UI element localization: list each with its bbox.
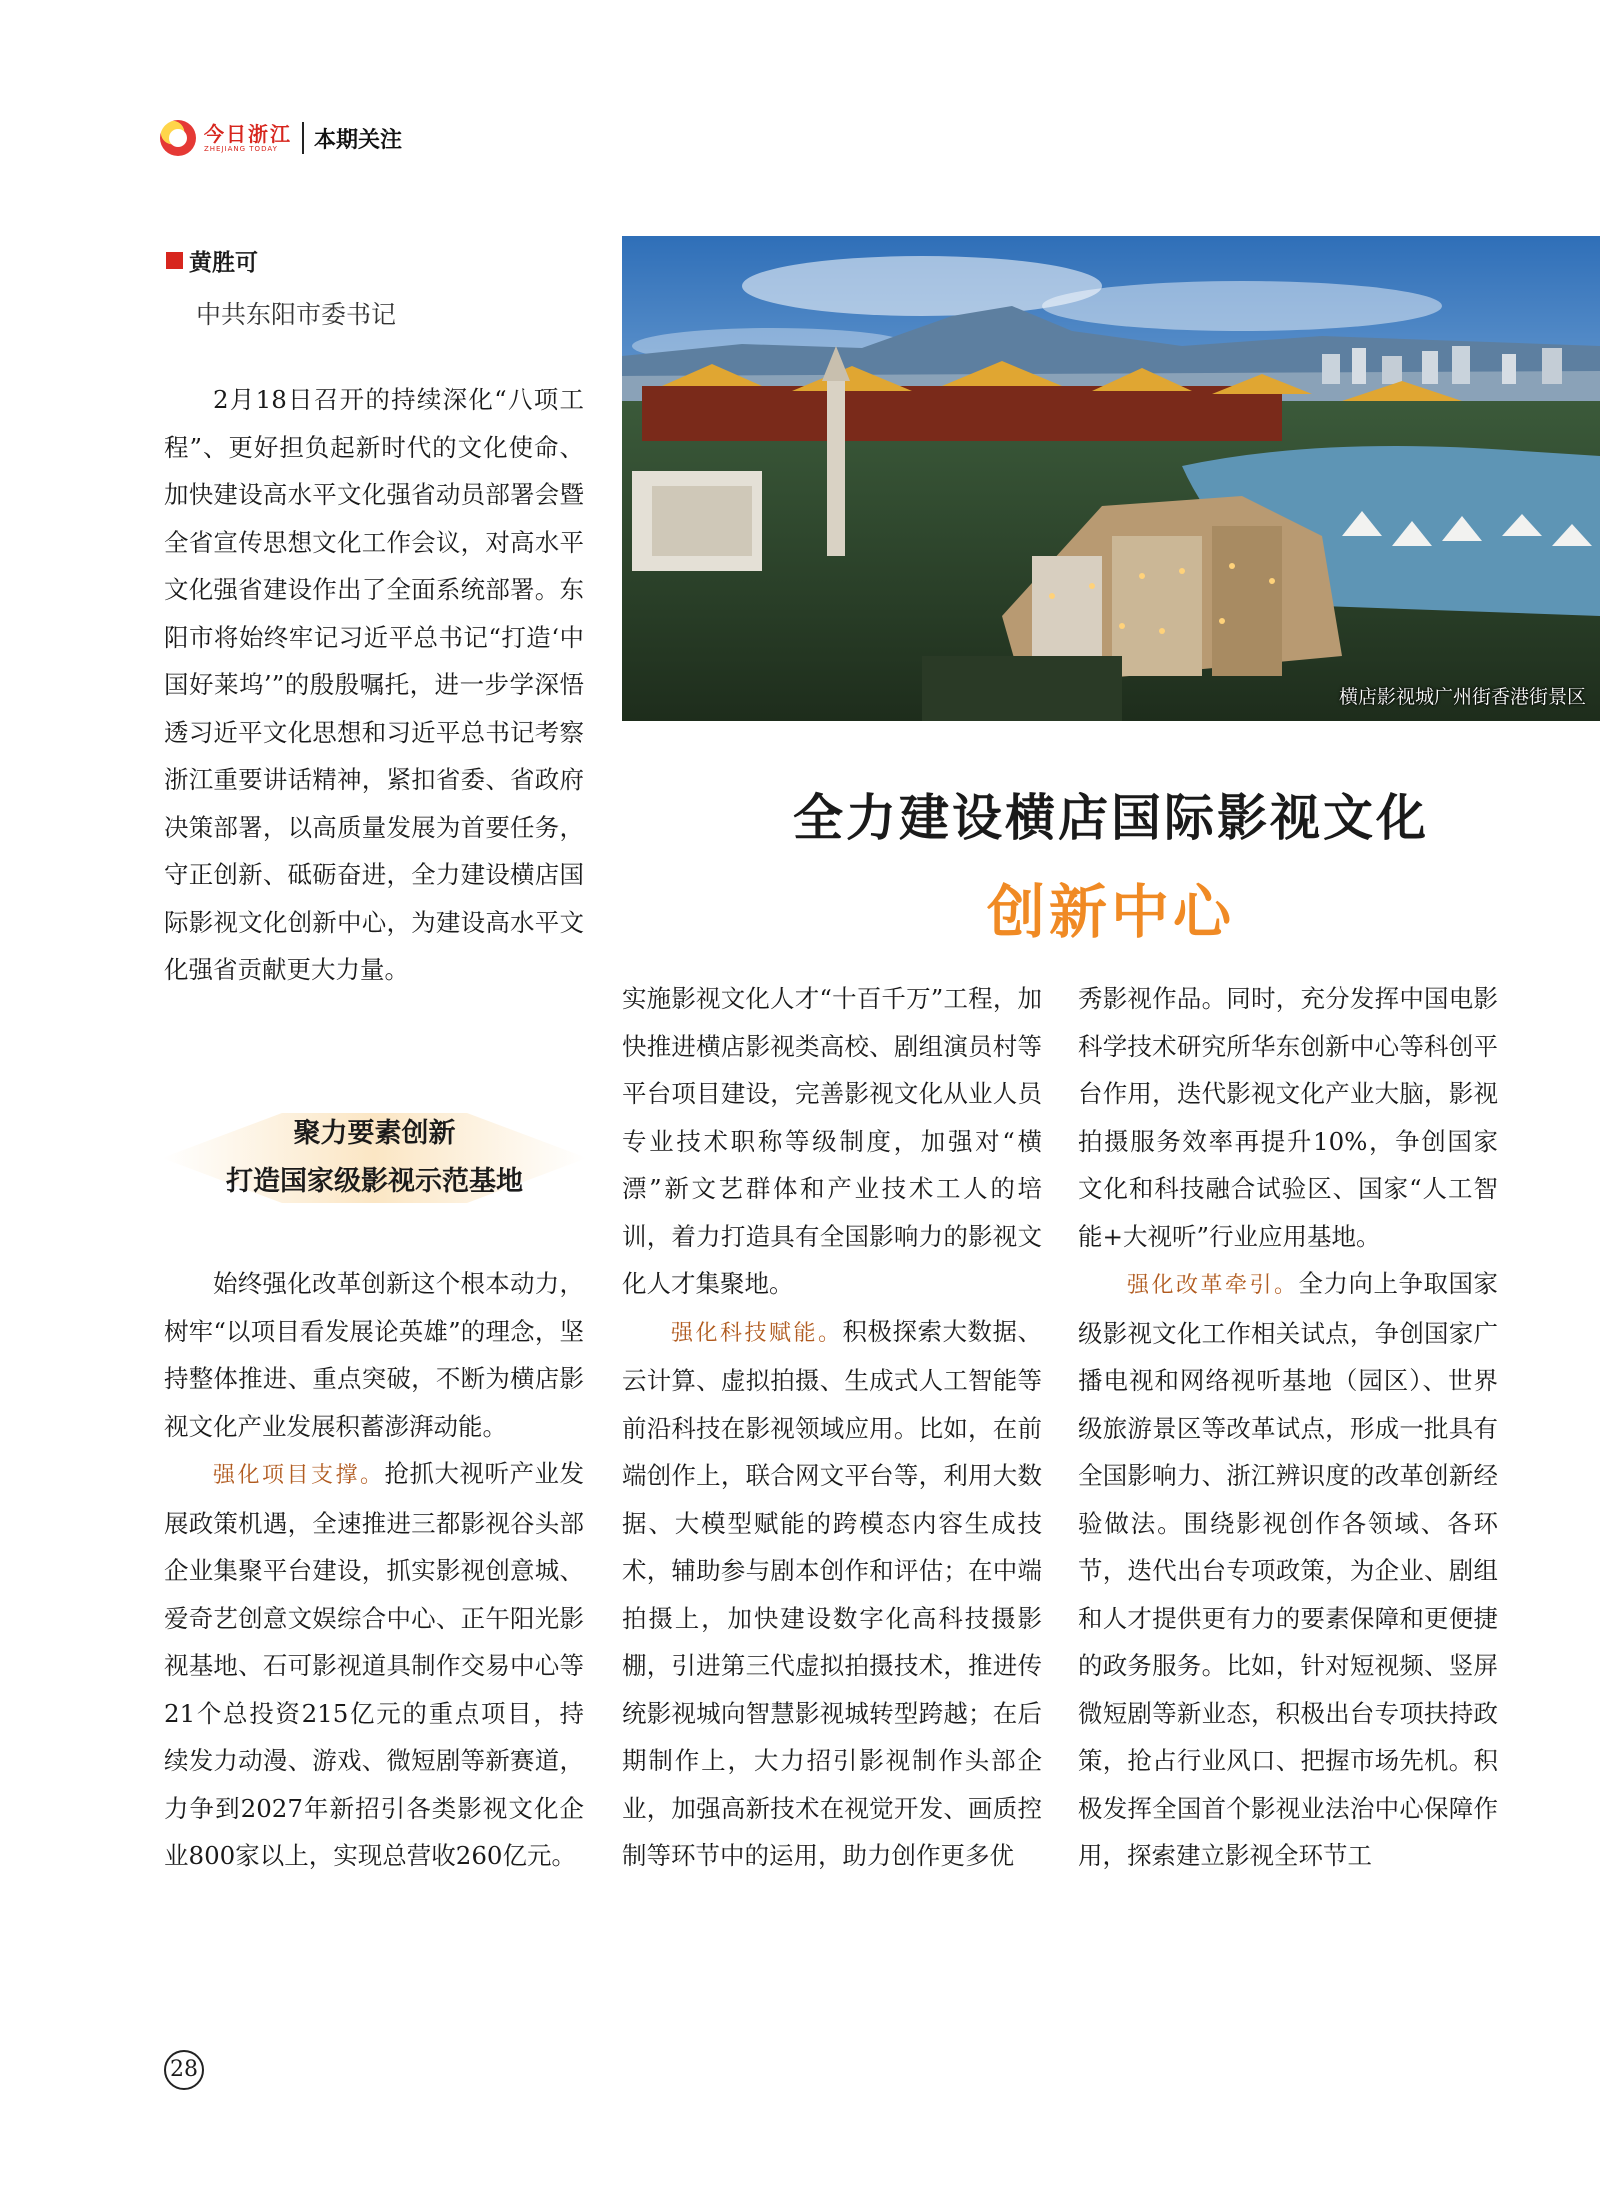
lead-phrase: 强化项目支撑。 [213,1463,385,1488]
paragraph [1078,1260,1498,1880]
author-title: 中共东阳市委书记 [196,300,397,329]
paragraph: 实施影视文化人才“十百千万”工程，加快推进横店影视类高校、剧组演员村等平台项目建设，完善影视文化从业人员专业技术职称等级制度，加强对“横漂”新文艺群体和产业技术工人的培训，着力打造具有全国影响力的影视文化人才集聚地。 [622,984,1042,1298]
header-divider [302,122,304,154]
hengdian-photo [622,236,1600,721]
zhejiang-today-logo-icon [160,120,196,156]
logo-subtext: ZHEJIANG TODAY [204,144,278,153]
subheading-line-1: 聚力要素创新 [293,1118,456,1149]
scenery-image [622,236,1600,721]
author-name: 黄胜可 [189,250,258,276]
left-column [164,376,584,994]
logo-text: 今日浙江 [204,121,292,146]
subheading-line-2: 打造国家级影视示范基地 [226,1166,523,1197]
paragraph-body: 积极探索大数据、云计算、虚拟拍摄、生成式人工智能等前沿科技在影视领域应用。比如，在前端创作上，联合网文平台等，利用大数据、大模型赋能的跨模态内容生成技术，辅助参与剧本创作和评估；在中端拍摄上，加快建设数字化高科技摄影棚，引进第三代虚拟拍摄技术，推进传统影视城向智慧影视城转型跨越；在后期制作上，大力招引影视制作头部企业，加强高新技术在视觉开发、画质控制等环节中的运用，助力创作更多优 [622,1316,1042,1870]
lead-phrase: 强化科技赋能。 [671,1320,843,1346]
article-title: 全力建设横店国际影视文化 [793,789,1429,847]
paragraph: 始终强化改革创新这个根本动力，树牢“以项目看发展论英雄”的理念，坚持整体推进、重点突破，不断为横店影视文化产业发展积蓄澎湃动能。 [164,1269,584,1441]
paragraph [164,1450,584,1880]
author-block [166,244,396,331]
photo-caption: 横店影视城广州街香港街景区 [1338,686,1586,708]
right-column [1078,975,1498,1880]
page-number: 28 [164,2050,204,2090]
paragraph-body: 全力向上争取国家级影视文化工作相关试点，争创国家广播电视和网络视听基地（园区）、世界级旅游景区等改革试点，形成一批具有全国影响力、浙江辨识度的改革创新经验做法。围绕影视创作各领域、各环节，迭代出台专项政策，为企业、剧组和人才提供更有力的要素保障和更便捷的政务服务。比如，针对短视频、竖屏微短剧等新业态，积极出台专项扶持政策，抢占行业风口、把握市场先机。积极发挥全国首个影视业法治中心保障作用，探索建立影视全环节工 [1078,1269,1498,1870]
paragraph-body: 抢抓大视听产业发展政策机遇，全速推进三都影视谷头部企业集聚平台建设，抓实影视创意城、爱奇艺创意文娱综合中心、正午阳光影视基地、石可影视道具制作交易中心等21个总投资215亿元的重点项目，持续发力动漫、游戏、微短剧等新赛道，力争到2027年新招引各类影视文化企业800家以上，实现总营收260亿元。 [164,1459,584,1870]
logo-wordmark [204,121,292,153]
lead-phrase: 强化改革牵引。 [1127,1273,1299,1298]
article-title-highlight: 创新中心 [986,878,1235,946]
section-label: 本期关注 [314,127,403,153]
author-name-row [166,244,396,277]
paragraph [622,1308,1042,1880]
left-column-lower [164,1260,584,1880]
paragraph: 秀影视作品。同时，充分发挥中国电影科学技术研究所华东创新中心等科创平台作用，迭代影视文化产业大脑，影视拍摄服务效率再提升10%，争创国家文化和科技融合试验区、国家“人工智能+大视听”行业应用基地。 [1078,984,1498,1251]
middle-column [622,975,1042,1880]
section-subheading [162,1103,587,1229]
intro-paragraph: 2月18日召开的持续深化“八项工程”、更好担负起新时代的文化使命、加快建设高水平文化强省动员部署会暨全省宣传思想文化工作会议，对高水平文化强省建设作出了全面系统部署。东阳市将始终牢记习近平总书记“打造‘中国好莱坞’”的殷殷嘱托，进一步学深悟透习近平文化思想和习近平总书记考察浙江重要讲话精神，紧扣省委、省政府决策部署，以高质量发展为首要任务，守正创新、砥砺奋进，全力建设横店国际影视文化创新中心，为建设高水平文化强省贡献更大力量。 [164,385,584,984]
red-square-icon [166,252,183,269]
masthead [160,118,402,158]
